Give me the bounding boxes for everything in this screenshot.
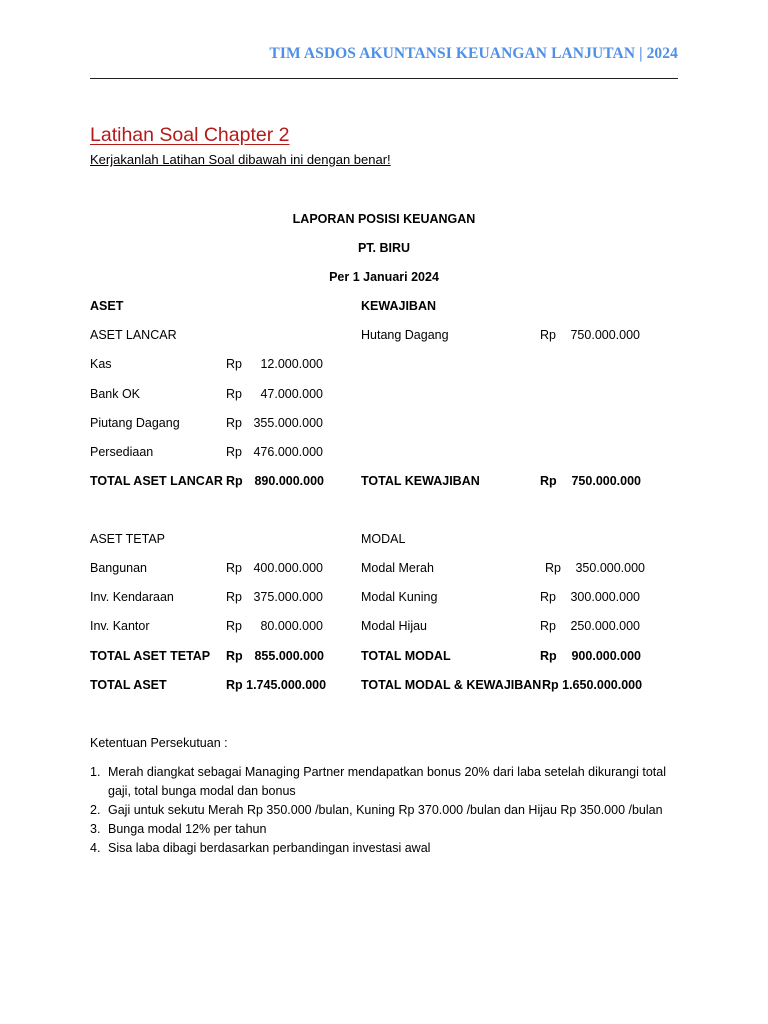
- item-number: 4.: [90, 841, 101, 855]
- rp-label: Rp: [540, 590, 556, 604]
- current-assets-heading: ASET LANCAR: [90, 328, 177, 342]
- rp-label: Rp: [540, 619, 556, 633]
- row-amount: 47.000.000: [260, 387, 323, 401]
- row-amount: 375.000.000: [253, 590, 323, 604]
- header-divider: [90, 78, 678, 79]
- row-label: TOTAL MODAL & KEWAJIBAN: [361, 678, 542, 692]
- equity-heading: MODAL: [361, 532, 406, 546]
- row-label: Bank OK: [90, 387, 141, 401]
- list-item: [90, 820, 690, 839]
- rp-label: Rp: [226, 474, 243, 488]
- row-label: Inv. Kendaraan: [90, 590, 174, 604]
- rp-label: Rp: [226, 590, 242, 604]
- item-text: Sisa laba dibagi berdasarkan perbandingan investasi awal: [108, 841, 431, 855]
- report-title: LAPORAN POSISI KEUANGAN: [292, 212, 476, 226]
- row-amount: 250.000.000: [570, 619, 640, 633]
- row-label: TOTAL ASET TETAP: [90, 649, 211, 663]
- row-amount: 750.000.000: [571, 474, 641, 488]
- chapter-title: Latihan Soal Chapter 2: [90, 124, 290, 146]
- row-label: Inv. Kantor: [90, 619, 150, 633]
- row-label: Kas: [90, 357, 112, 371]
- row-label: TOTAL MODAL: [361, 649, 451, 663]
- liabilities-heading: KEWAJIBAN: [361, 299, 437, 313]
- row-label: Modal Kuning: [361, 590, 438, 604]
- report-company: PT. BIRU: [357, 241, 411, 255]
- instruction-text: Kerjakanlah Latihan Soal dibawah ini dengan benar!: [90, 152, 391, 167]
- list-item: [90, 801, 690, 820]
- rp-label: Rp: [226, 619, 242, 633]
- fixed-assets-heading: ASET TETAP: [90, 532, 166, 546]
- row-amount: Rp 1.650.000.000: [542, 678, 643, 692]
- rp-label: Rp: [226, 649, 243, 663]
- rp-label: Rp: [540, 474, 557, 488]
- row-amount: 750.000.000: [570, 328, 640, 342]
- item-number: 3.: [90, 822, 101, 836]
- row-amount: Rp 1.745.000.000: [226, 678, 327, 692]
- rp-label: Rp: [226, 357, 242, 371]
- row-label: Modal Hijau: [361, 619, 428, 633]
- rp-label: Rp: [540, 328, 556, 342]
- item-number: 1.: [90, 765, 101, 779]
- partnership-rules-list: [90, 763, 690, 858]
- row-label: Hutang Dagang: [361, 328, 449, 342]
- rp-label: Rp: [226, 416, 242, 430]
- row-amount: 890.000.000: [254, 474, 324, 488]
- rp-label: Rp: [226, 445, 242, 459]
- row-amount: 400.000.000: [253, 561, 323, 575]
- item-text: Bunga modal 12% per tahun: [108, 822, 267, 836]
- row-amount: 80.000.000: [260, 619, 323, 633]
- row-amount: 476.000.000: [253, 445, 323, 459]
- notes-label: Ketentuan Persekutuan :: [90, 736, 228, 750]
- row-amount: 350.000.000: [575, 561, 645, 575]
- rp-label: Rp: [540, 649, 557, 663]
- row-label: Modal Merah: [361, 561, 434, 575]
- row-label: Piutang Dagang: [90, 416, 180, 430]
- row-label: TOTAL ASET: [90, 678, 167, 692]
- item-text: Merah diangkat sebagai Managing Partner mendapatkan bonus 20% dari laba setelah dikurangi total gaji, total bunga modal dan bonus: [108, 765, 667, 798]
- rp-label: Rp: [545, 561, 561, 575]
- row-label: Bangunan: [90, 561, 148, 575]
- row-amount: 300.000.000: [570, 590, 640, 604]
- item-number: 2.: [90, 803, 101, 817]
- rp-label: Rp: [226, 387, 242, 401]
- row-amount: 12.000.000: [260, 357, 323, 371]
- report-date: Per 1 Januari 2024: [329, 270, 439, 284]
- list-item: [90, 763, 690, 801]
- row-amount: 855.000.000: [254, 649, 324, 663]
- row-amount: 900.000.000: [571, 649, 641, 663]
- page-header-title: TIM ASDOS AKUNTANSI KEUANGAN LANJUTAN | 2024: [269, 45, 678, 62]
- assets-heading: ASET: [90, 299, 124, 313]
- item-text: Gaji untuk sekutu Merah Rp 350.000 /bulan, Kuning Rp 370.000 /bulan dan Hijau Rp 350.000 /bulan: [108, 803, 663, 817]
- row-label: TOTAL KEWAJIBAN: [361, 474, 480, 488]
- list-item: [90, 839, 690, 858]
- rp-label: Rp: [226, 561, 242, 575]
- row-label: TOTAL ASET LANCAR: [90, 474, 223, 488]
- row-amount: 355.000.000: [253, 416, 323, 430]
- row-label: Persediaan: [90, 445, 154, 459]
